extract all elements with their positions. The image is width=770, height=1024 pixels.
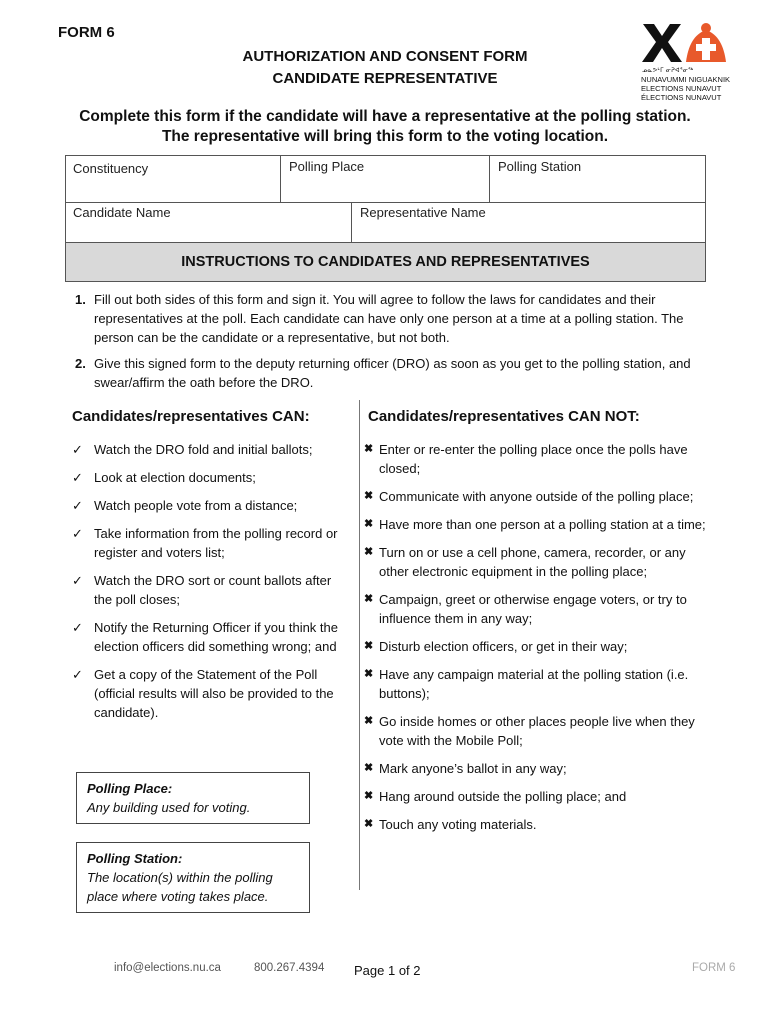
table-divider — [66, 202, 705, 203]
title-line-2: CANDIDATE REPRESENTATIVE — [272, 70, 498, 87]
definition-title: Polling Place: — [87, 781, 173, 796]
checkmark-icon: ✓ — [72, 620, 83, 635]
cross-icon: ✖ — [364, 443, 374, 455]
can-item-text: Watch the DRO sort or count ballots after the poll closes; — [94, 573, 332, 607]
cross-icon: ✖ — [364, 818, 374, 830]
candidate-name-label: Candidate Name — [73, 205, 171, 220]
page-number: Page 1 of 2 — [354, 963, 421, 978]
candidate-info-table — [65, 155, 706, 282]
cannot-item — [364, 815, 709, 834]
intro-line-2: The representative will bring this form to the voting location. — [161, 128, 609, 145]
instruction-number: 2. — [75, 356, 86, 371]
can-item-text: Notify the Returning Officer if you think the election officers did something wrong; and — [94, 620, 338, 654]
can-item — [72, 496, 347, 515]
cannot-item-text: Enter or re-enter the polling place once the polls have closed; — [379, 442, 688, 476]
footer-form-tag: FORM 6 — [692, 962, 736, 974]
table-divider — [280, 156, 281, 202]
can-item-text: Watch the DRO fold and initial ballots; — [94, 442, 313, 457]
polling-place-definition — [76, 772, 310, 824]
checkmark-icon: ✓ — [72, 667, 83, 682]
definition-text: Any building used for voting. — [87, 800, 251, 815]
cannot-item-text: Mark anyone’s ballot in any way; — [379, 761, 567, 776]
can-item-text: Look at election documents; — [94, 470, 256, 485]
instructions-heading: INSTRUCTIONS TO CANDIDATES AND REPRESENTATIVES — [66, 242, 705, 281]
instruction-text: Give this signed form to the deputy returning officer (DRO) as soon as you get to the polling station, and swear/affirm the oath before the DRO. — [94, 356, 691, 390]
cannot-item — [364, 515, 709, 534]
cannot-item — [364, 543, 709, 581]
cross-icon: ✖ — [364, 518, 374, 530]
cannot-item-text: Campaign, greet or otherwise engage voters, or try to influence them in any way; — [379, 592, 687, 626]
logo-line-2: ELECTIONS NUNAVUT — [641, 84, 722, 93]
checkmark-icon: ✓ — [72, 470, 83, 485]
table-divider — [351, 202, 352, 242]
can-item-text: Watch people vote from a distance; — [94, 498, 298, 513]
logo-syllabics: ᓄᓇᕗᒻᒥ ᓂᕈᐊᕐᓂᖅ — [642, 68, 694, 74]
instruction-text: Fill out both sides of this form and sign it. You will agree to follow the laws for candidates and their representatives at the poll. Each candidate can have only one person at a time at a polling station. The person can be the candidate or a representative, but not both. — [94, 292, 684, 345]
instructions-list — [75, 290, 715, 399]
footer-phone: 800.267.4394 — [254, 962, 325, 974]
instruction-item — [75, 354, 715, 392]
cannot-item-text: Touch any voting materials. — [379, 817, 537, 832]
checkmark-icon: ✓ — [72, 573, 83, 588]
cross-icon: ✖ — [364, 762, 374, 774]
cross-icon: ✖ — [364, 640, 374, 652]
constituency-label: Constituency — [73, 161, 149, 176]
cross-icon: ✖ — [364, 790, 374, 802]
cannot-item-text: Turn on or use a cell phone, camera, recorder, or any other electronic equipment in the polling place; — [379, 545, 686, 579]
cross-icon: ✖ — [364, 668, 374, 680]
can-heading: Candidates/representatives CAN: — [72, 408, 310, 425]
cannot-list — [364, 440, 709, 843]
cross-icon: ✖ — [364, 490, 374, 502]
polling-station-label: Polling Station — [498, 159, 582, 174]
elections-nunavut-logo — [640, 20, 732, 102]
checkmark-icon: ✓ — [72, 442, 83, 457]
can-item — [72, 665, 347, 722]
cannot-item-text: Go inside homes or other places people live when they vote with the Mobile Poll; — [379, 714, 695, 748]
instruction-number: 1. — [75, 292, 86, 307]
cannot-item — [364, 487, 709, 506]
instruction-item — [75, 290, 715, 347]
cross-icon: ✖ — [364, 546, 374, 558]
table-divider — [489, 156, 490, 202]
cannot-item-text: Have more than one person at a polling station at a time; — [379, 517, 706, 532]
cannot-item — [364, 637, 709, 656]
cross-icon: ✖ — [364, 593, 374, 605]
can-item — [72, 468, 347, 487]
footer-email: info@elections.nu.ca — [114, 962, 221, 974]
cannot-item-text: Disturb election officers, or get in their way; — [379, 639, 628, 654]
cannot-item — [364, 665, 709, 703]
polling-place-label: Polling Place — [289, 159, 365, 174]
can-item — [72, 440, 347, 459]
can-item-text: Take information from the polling record or register and voters list; — [94, 526, 338, 560]
cannot-item — [364, 712, 709, 750]
cannot-item — [364, 787, 709, 806]
cannot-item — [364, 590, 709, 628]
logo-line-1: NUNAVUMMI NIGUAKNIK — [641, 75, 731, 84]
can-list — [72, 440, 347, 731]
can-item — [72, 571, 347, 609]
form-number: FORM 6 — [58, 24, 115, 41]
can-item — [72, 618, 347, 656]
cannot-item-text: Have any campaign material at the polling station (i.e. buttons); — [379, 667, 689, 701]
cross-icon: ✖ — [364, 715, 374, 727]
logo-mark-icon — [640, 20, 732, 66]
can-item — [72, 524, 347, 562]
definition-text: The location(s) within the polling place where voting takes place. — [87, 870, 273, 904]
title-line-1: AUTHORIZATION AND CONSENT FORM — [242, 48, 528, 65]
cannot-item — [364, 440, 709, 478]
definition-title: Polling Station: — [87, 851, 183, 866]
intro-line-1: Complete this form if the candidate will have a representative at the polling station. — [79, 108, 691, 125]
polling-station-definition — [76, 842, 310, 913]
representative-name-label: Representative Name — [360, 205, 486, 220]
cannot-item-text: Communicate with anyone outside of the polling place; — [379, 489, 694, 504]
column-divider — [359, 400, 360, 890]
cannot-item-text: Hang around outside the polling place; and — [379, 789, 627, 804]
checkmark-icon: ✓ — [72, 498, 83, 513]
cannot-item — [364, 759, 709, 778]
logo-line-3: ÉLECTIONS NUNAVUT — [641, 93, 722, 102]
can-item-text: Get a copy of the Statement of the Poll (official results will also be provided to the candidate). — [94, 667, 334, 720]
checkmark-icon: ✓ — [72, 526, 83, 541]
intro-text — [0, 107, 770, 147]
cannot-heading: Candidates/representatives CAN NOT: — [368, 408, 640, 425]
